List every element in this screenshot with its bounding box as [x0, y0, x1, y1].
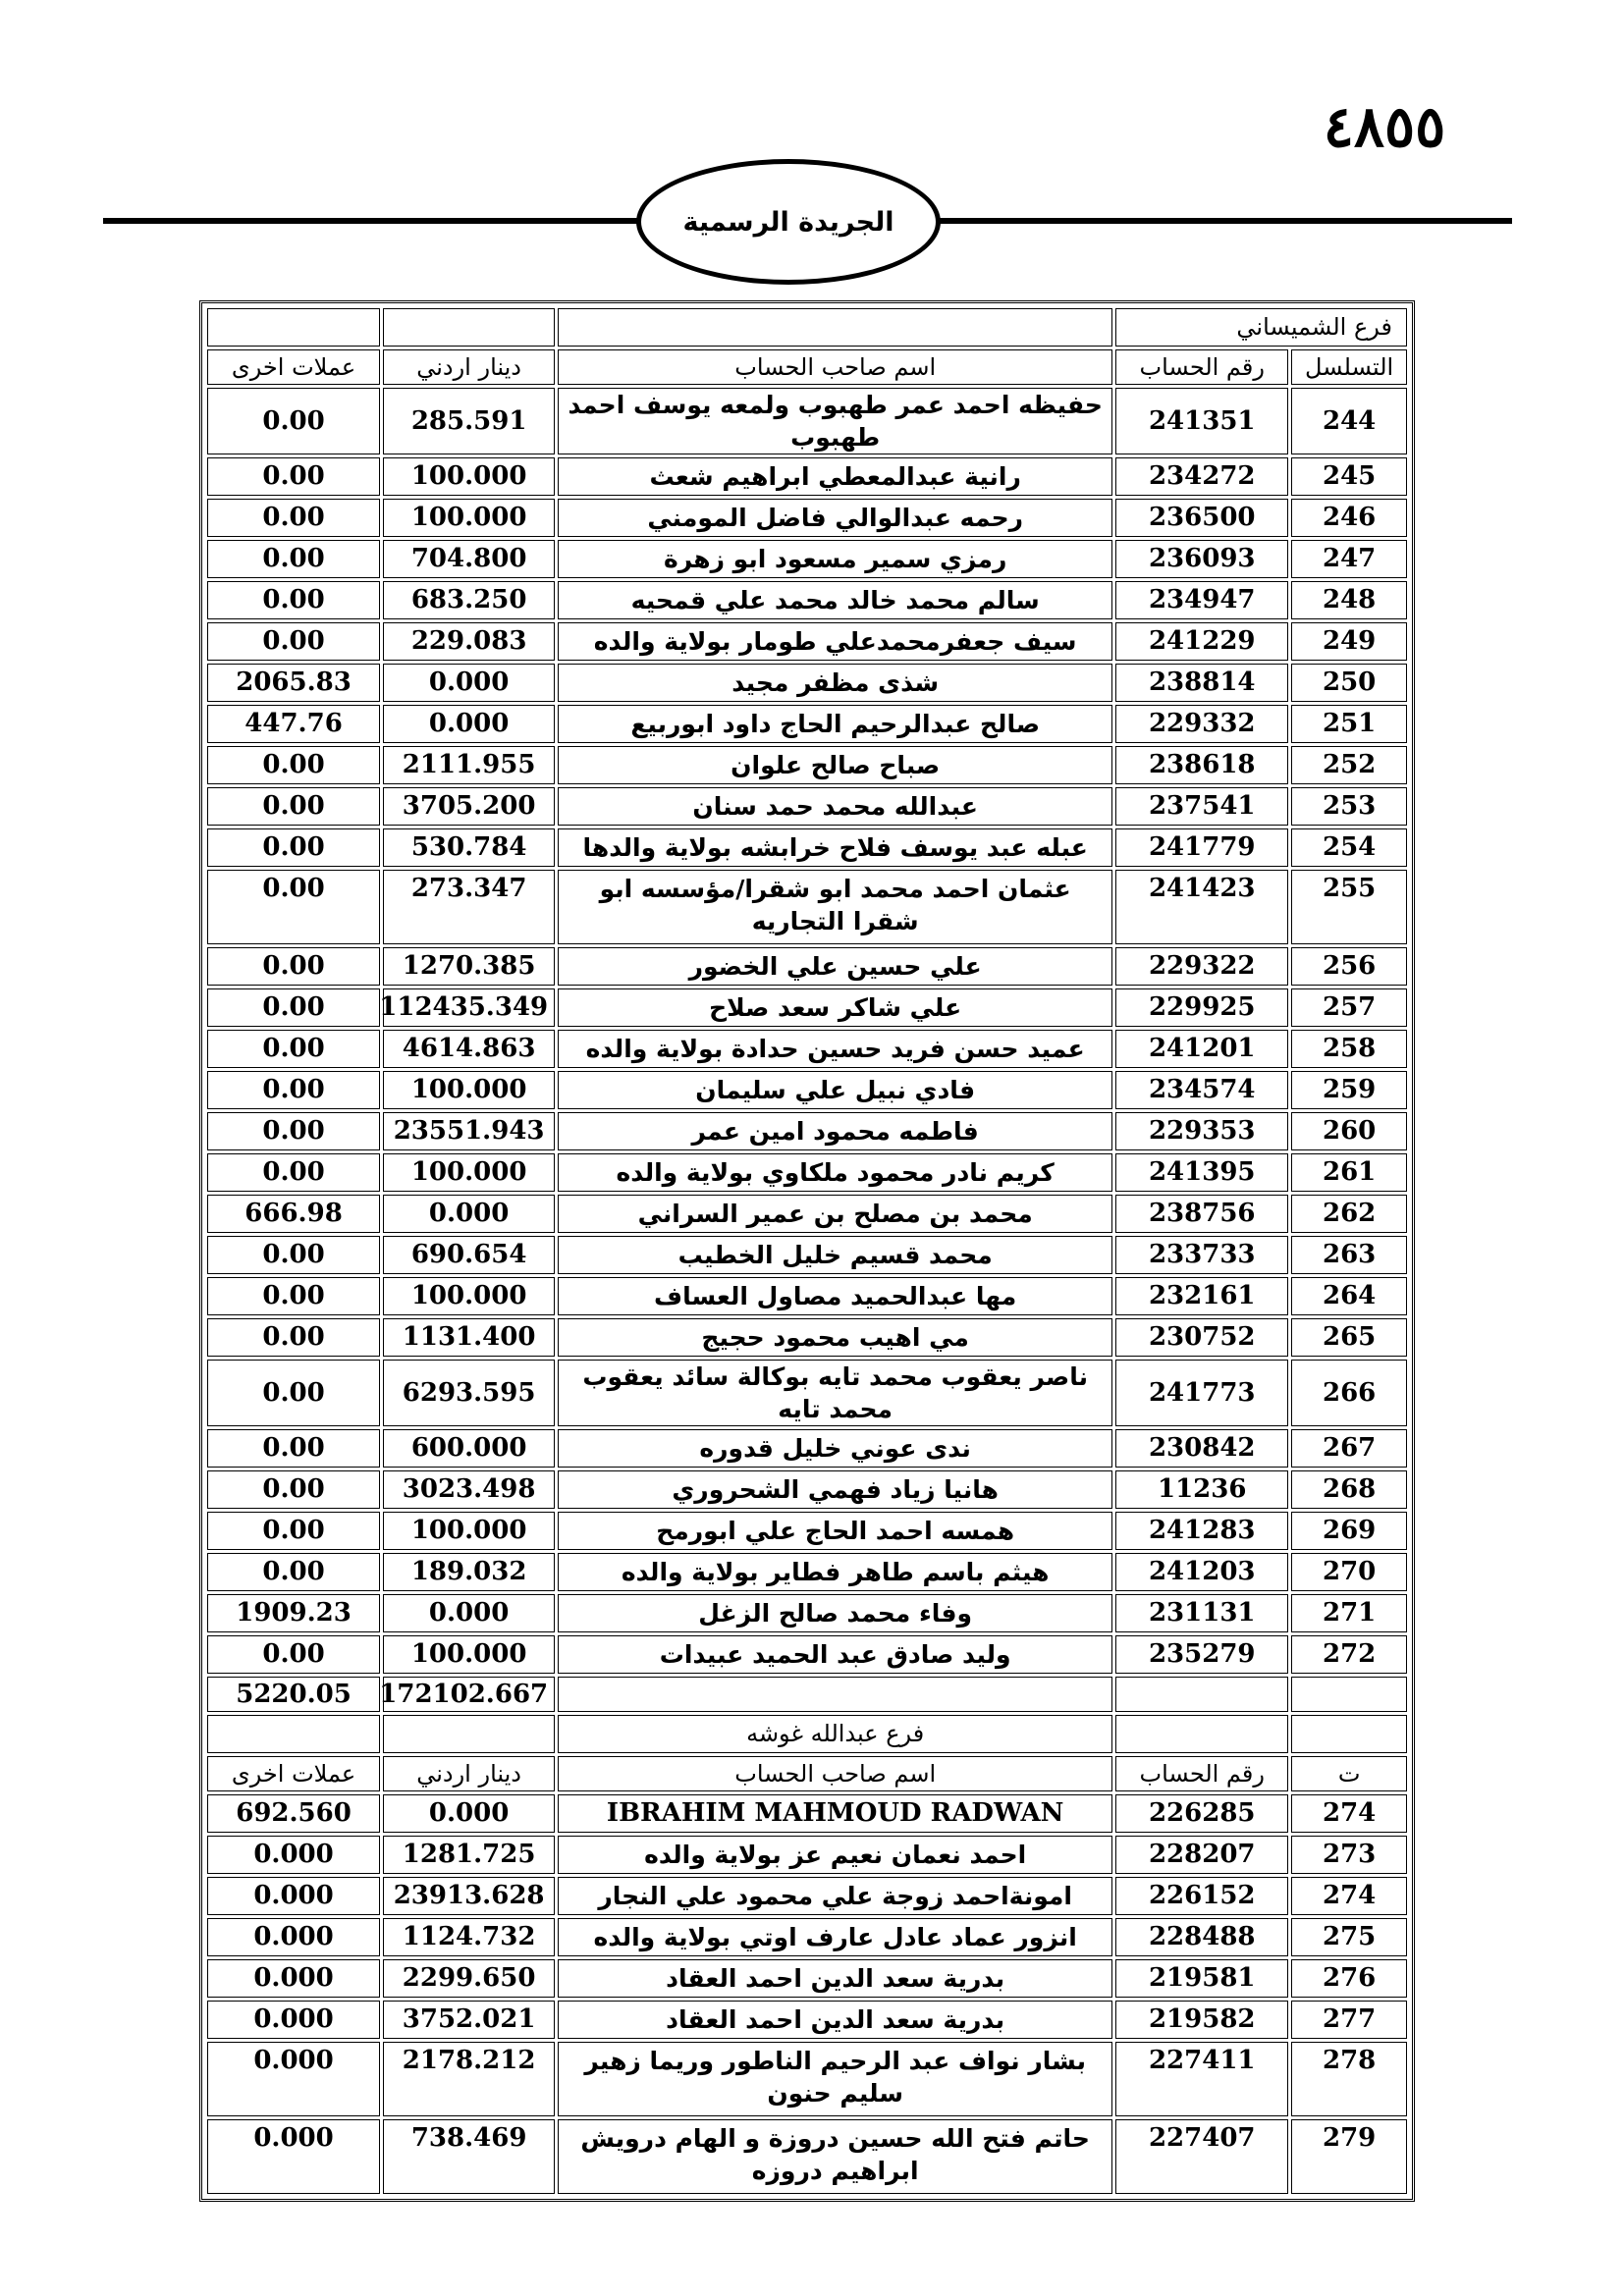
- table-row: [207, 1918, 1407, 1956]
- other-currency-cell: 0.00: [207, 828, 380, 867]
- seq-cell: 272: [1291, 1635, 1407, 1674]
- empty-cell: [1115, 1715, 1288, 1753]
- account-cell: 234574: [1115, 1071, 1288, 1109]
- empty-cell: [1115, 1677, 1288, 1712]
- account-cell: 238756: [1115, 1195, 1288, 1233]
- account-cell: 226285: [1115, 1794, 1288, 1833]
- holder-name-cell: علي شاكر سعد صلاح: [558, 988, 1112, 1027]
- account-cell: 227407: [1115, 2119, 1288, 2194]
- jod-cell: 189.032: [383, 1553, 555, 1591]
- other-currency-cell: 0.00: [207, 581, 380, 619]
- jod-cell: 1281.725: [383, 1836, 555, 1874]
- total-jod: 172102.667: [383, 1677, 555, 1712]
- seq-cell: 250: [1291, 664, 1407, 702]
- seq-cell: 253: [1291, 787, 1407, 826]
- holder-name-cell: رحمه عبدالوالي فاضل المومني: [558, 499, 1112, 537]
- account-cell: 229353: [1115, 1112, 1288, 1150]
- seq-cell: 264: [1291, 1277, 1407, 1315]
- table-row: [207, 1512, 1407, 1550]
- jod-cell: 100.000: [383, 1071, 555, 1109]
- other-currency-cell: 0.00: [207, 746, 380, 784]
- empty-cell: [207, 308, 380, 347]
- seq-cell: 278: [1291, 2042, 1407, 2116]
- holder-name-cell: احمد نعمان نعيم عز بولاية والده: [558, 1836, 1112, 1874]
- seq-cell: 267: [1291, 1429, 1407, 1468]
- table-row: [207, 457, 1407, 496]
- seq-cell: 249: [1291, 622, 1407, 661]
- jod-cell: 2299.650: [383, 1959, 555, 1998]
- table-row: [207, 540, 1407, 578]
- empty-cell: [558, 308, 1112, 347]
- holder-name-cell: عثمان احمد محمد ابو شقرا/مؤسسه ابو شقرا التجاريه: [558, 870, 1112, 944]
- jod-cell: 0.000: [383, 1195, 555, 1233]
- seq-cell: 279: [1291, 2119, 1407, 2194]
- header-jod: دينار اردني: [383, 1756, 555, 1791]
- account-cell: 241395: [1115, 1153, 1288, 1192]
- other-currency-cell: 0.00: [207, 1112, 380, 1150]
- other-currency-cell: 1909.23: [207, 1594, 380, 1632]
- table-row: [207, 388, 1407, 454]
- other-currency-cell: 0.00: [207, 1635, 380, 1674]
- other-currency-cell: 2065.83: [207, 664, 380, 702]
- account-cell: 226152: [1115, 1877, 1288, 1915]
- holder-name-cell: همسه احمد الحاج علي ابورمح: [558, 1512, 1112, 1550]
- table-row: [207, 2001, 1407, 2039]
- seq-cell: 259: [1291, 1071, 1407, 1109]
- account-cell: 229332: [1115, 705, 1288, 743]
- account-cell: 230752: [1115, 1318, 1288, 1357]
- account-cell: 241283: [1115, 1512, 1288, 1550]
- jod-cell: 0.000: [383, 705, 555, 743]
- account-cell: 236500: [1115, 499, 1288, 537]
- holder-name-cell: فاطمه محمود امين عمر: [558, 1112, 1112, 1150]
- jod-cell: 2178.212: [383, 2042, 555, 2116]
- totals-row: [207, 1677, 1407, 1712]
- jod-cell: 738.469: [383, 2119, 555, 2194]
- header-row: [207, 1756, 1407, 1791]
- account-cell: 234272: [1115, 457, 1288, 496]
- other-currency-cell: 0.000: [207, 1959, 380, 1998]
- seq-cell: 258: [1291, 1030, 1407, 1068]
- other-currency-cell: 666.98: [207, 1195, 380, 1233]
- holder-name-cell: انزور عماد عادل عارف اوتي بولاية والده: [558, 1918, 1112, 1956]
- jod-cell: 23551.943: [383, 1112, 555, 1150]
- jod-cell: 229.083: [383, 622, 555, 661]
- account-cell: 231131: [1115, 1594, 1288, 1632]
- other-currency-cell: 0.00: [207, 1470, 380, 1509]
- jod-cell: 1270.385: [383, 947, 555, 986]
- jod-cell: 1131.400: [383, 1318, 555, 1357]
- seq-cell: 256: [1291, 947, 1407, 986]
- account-cell: 241351: [1115, 388, 1288, 454]
- table-row: [207, 1030, 1407, 1068]
- table-row: [207, 705, 1407, 743]
- other-currency-cell: 0.00: [207, 1277, 380, 1315]
- account-cell: 232161: [1115, 1277, 1288, 1315]
- page-number: ٤٨٥٥: [1323, 93, 1446, 160]
- holder-name-cell: مها عبدالحميد مصاول العساف: [558, 1277, 1112, 1315]
- jod-cell: 3705.200: [383, 787, 555, 826]
- seq-cell: 254: [1291, 828, 1407, 867]
- jod-cell: 285.591: [383, 388, 555, 454]
- seq-cell: 244: [1291, 388, 1407, 454]
- gazette-title-oval: [636, 159, 941, 285]
- jod-cell: 4614.863: [383, 1030, 555, 1068]
- seq-cell: 274: [1291, 1794, 1407, 1833]
- account-cell: 241773: [1115, 1360, 1288, 1426]
- header-account: رقم الحساب: [1115, 349, 1288, 385]
- seq-cell: 276: [1291, 1959, 1407, 1998]
- table-row: [207, 1195, 1407, 1233]
- branch-row: [207, 308, 1407, 347]
- table-row: [207, 1429, 1407, 1468]
- holder-name-cell: صباح صالح علوان: [558, 746, 1112, 784]
- table-row: [207, 1635, 1407, 1674]
- header-seq: التسلسل: [1291, 349, 1407, 385]
- header-other: عملات اخرى: [207, 1756, 380, 1791]
- table-row: [207, 746, 1407, 784]
- account-cell: 229322: [1115, 947, 1288, 986]
- other-currency-cell: 0.00: [207, 1553, 380, 1591]
- seq-cell: 269: [1291, 1512, 1407, 1550]
- table-row: [207, 787, 1407, 826]
- seq-cell: 273: [1291, 1836, 1407, 1874]
- account-cell: 228207: [1115, 1836, 1288, 1874]
- other-currency-cell: 0.00: [207, 622, 380, 661]
- seq-cell: 247: [1291, 540, 1407, 578]
- account-cell: 228488: [1115, 1918, 1288, 1956]
- jod-cell: 683.250: [383, 581, 555, 619]
- jod-cell: 0.000: [383, 664, 555, 702]
- holder-name-cell: حفيظه احمد عمر طهبوب ولمعه يوسف احمد طهبوب: [558, 388, 1112, 454]
- account-cell: 241229: [1115, 622, 1288, 661]
- table-row: [207, 870, 1407, 944]
- empty-cell: [1291, 1715, 1407, 1753]
- holder-name-cell: ناصر يعقوب محمد تايه بوكالة سائد يعقوب محمد تايه: [558, 1360, 1112, 1426]
- seq-cell: 274: [1291, 1877, 1407, 1915]
- seq-cell: 255: [1291, 870, 1407, 944]
- account-cell: 238618: [1115, 746, 1288, 784]
- branch-name: فرع الشميساني: [1115, 308, 1407, 347]
- other-currency-cell: 0.000: [207, 1918, 380, 1956]
- seq-cell: 266: [1291, 1360, 1407, 1426]
- account-cell: 233733: [1115, 1236, 1288, 1274]
- account-cell: 237541: [1115, 787, 1288, 826]
- other-currency-cell: 0.00: [207, 870, 380, 944]
- holder-name-cell: بدرية سعد الدين احمد العقاد: [558, 1959, 1112, 1998]
- gazette-title: الجريدة الرسمية: [682, 206, 894, 238]
- seq-cell: 275: [1291, 1918, 1407, 1956]
- other-currency-cell: 0.00: [207, 1030, 380, 1068]
- jod-cell: 23913.628: [383, 1877, 555, 1915]
- other-currency-cell: 0.000: [207, 2042, 380, 2116]
- account-cell: 230842: [1115, 1429, 1288, 1468]
- branch-name: فرع عبدالله غوشه: [558, 1715, 1112, 1753]
- seq-cell: 252: [1291, 746, 1407, 784]
- total-other: 5220.05: [207, 1677, 380, 1712]
- holder-name-cell: حاتم فتح الله حسين دروزة و الهام درويش ابراهيم دروزه: [558, 2119, 1112, 2194]
- holder-name-cell: عبدالله محمد حمد سنان: [558, 787, 1112, 826]
- other-currency-cell: 0.00: [207, 1512, 380, 1550]
- table-row: [207, 1277, 1407, 1315]
- header-row: [207, 349, 1407, 385]
- header-other: عملات اخرى: [207, 349, 380, 385]
- other-currency-cell: 0.00: [207, 1153, 380, 1192]
- seq-cell: 251: [1291, 705, 1407, 743]
- holder-name-cell: رانية عبدالمعطي ابراهيم شعث: [558, 457, 1112, 496]
- other-currency-cell: 0.000: [207, 2119, 380, 2194]
- account-cell: 241203: [1115, 1553, 1288, 1591]
- empty-cell: [558, 1677, 1112, 1712]
- header-seq: ت: [1291, 1756, 1407, 1791]
- jod-cell: 100.000: [383, 1512, 555, 1550]
- table-row: [207, 499, 1407, 537]
- holder-name-cell: عبله عبد يوسف فلاح خرابشه بولاية والدها: [558, 828, 1112, 867]
- jod-cell: 112435.349: [383, 988, 555, 1027]
- account-cell: 241779: [1115, 828, 1288, 867]
- table-row: [207, 1836, 1407, 1874]
- other-currency-cell: 0.00: [207, 499, 380, 537]
- holder-name-cell: رمزي سمير مسعود ابو زهرة: [558, 540, 1112, 578]
- holder-name-cell: محمد قسيم خليل الخطيب: [558, 1236, 1112, 1274]
- table-row: [207, 1318, 1407, 1357]
- seq-cell: 257: [1291, 988, 1407, 1027]
- table-row: [207, 2042, 1407, 2116]
- seq-cell: 260: [1291, 1112, 1407, 1150]
- seq-cell: 261: [1291, 1153, 1407, 1192]
- holder-name-cell: مي اهيب محمود حجيج: [558, 1318, 1112, 1357]
- jod-cell: 6293.595: [383, 1360, 555, 1426]
- jod-cell: 100.000: [383, 1277, 555, 1315]
- table-row: [207, 1470, 1407, 1509]
- table-row: [207, 1071, 1407, 1109]
- seq-cell: 263: [1291, 1236, 1407, 1274]
- holder-name-cell: علي حسين علي الخضور: [558, 947, 1112, 986]
- empty-cell: [383, 1715, 555, 1753]
- empty-cell: [383, 308, 555, 347]
- seq-cell: 248: [1291, 581, 1407, 619]
- account-cell: 11236: [1115, 1470, 1288, 1509]
- other-currency-cell: 0.00: [207, 1429, 380, 1468]
- account-cell: 219582: [1115, 2001, 1288, 2039]
- jod-cell: 100.000: [383, 499, 555, 537]
- jod-cell: 1124.732: [383, 1918, 555, 1956]
- seq-cell: 245: [1291, 457, 1407, 496]
- other-currency-cell: 0.000: [207, 1836, 380, 1874]
- empty-cell: [1291, 1677, 1407, 1712]
- seq-cell: 268: [1291, 1470, 1407, 1509]
- other-currency-cell: 692.560: [207, 1794, 380, 1833]
- seq-cell: 270: [1291, 1553, 1407, 1591]
- holder-name-cell: سالم محمد خالد محمد علي قمحيه: [558, 581, 1112, 619]
- other-currency-cell: 0.000: [207, 2001, 380, 2039]
- holder-name-cell: هانيا زياد فهمي الشحروري: [558, 1470, 1112, 1509]
- holder-name-cell: صالح عبدالرحيم الحاج داود ابوربيع: [558, 705, 1112, 743]
- header-name: اسم صاحب الحساب: [558, 349, 1112, 385]
- jod-cell: 100.000: [383, 1153, 555, 1192]
- holder-name-cell: شذى مظفر مجيد: [558, 664, 1112, 702]
- table-row: [207, 1153, 1407, 1192]
- holder-name-cell: ندى عوني خليل قدوره: [558, 1429, 1112, 1468]
- table-row: [207, 1360, 1407, 1426]
- holder-name-cell: عميد حسن فريد حسين حدادة بولاية والده: [558, 1030, 1112, 1068]
- account-cell: 238814: [1115, 664, 1288, 702]
- table-row: [207, 664, 1407, 702]
- seq-cell: 277: [1291, 2001, 1407, 2039]
- jod-cell: 3023.498: [383, 1470, 555, 1509]
- account-cell: 236093: [1115, 540, 1288, 578]
- holder-name-cell: هيثم باسم طاهر فطاير بولاية والده: [558, 1553, 1112, 1591]
- holder-name-cell: محمد بن مصلح بن عمير السراني: [558, 1195, 1112, 1233]
- header-jod: دينار اردني: [383, 349, 555, 385]
- other-currency-cell: 0.00: [207, 457, 380, 496]
- jod-cell: 600.000: [383, 1429, 555, 1468]
- jod-cell: 273.347: [383, 870, 555, 944]
- holder-name-cell: بدرية سعد الدين احمد العقاد: [558, 2001, 1112, 2039]
- table-row: [207, 622, 1407, 661]
- table-row: [207, 1236, 1407, 1274]
- other-currency-cell: 0.00: [207, 787, 380, 826]
- table-row: [207, 1112, 1407, 1150]
- other-currency-cell: 0.00: [207, 1071, 380, 1109]
- table-row: [207, 581, 1407, 619]
- other-currency-cell: 0.00: [207, 988, 380, 1027]
- table-row: [207, 1959, 1407, 1998]
- jod-cell: 100.000: [383, 1635, 555, 1674]
- jod-cell: 530.784: [383, 828, 555, 867]
- other-currency-cell: 0.00: [207, 947, 380, 986]
- other-currency-cell: 0.00: [207, 1318, 380, 1357]
- account-cell: 227411: [1115, 2042, 1288, 2116]
- jod-cell: 2111.955: [383, 746, 555, 784]
- table-row: [207, 1594, 1407, 1632]
- seq-cell: 265: [1291, 1318, 1407, 1357]
- jod-cell: 100.000: [383, 457, 555, 496]
- header-account: رقم الحساب: [1115, 1756, 1288, 1791]
- empty-cell: [207, 1715, 380, 1753]
- holder-name-cell: بشار نواف عبد الرحيم الناطور وريما زهير سليم حنون: [558, 2042, 1112, 2116]
- table-row: [207, 1553, 1407, 1591]
- table-row: [207, 1877, 1407, 1915]
- account-cell: 229925: [1115, 988, 1288, 1027]
- holder-name-cell: وفاء محمد صالح الزغل: [558, 1594, 1112, 1632]
- table-row: [207, 828, 1407, 867]
- other-currency-cell: 0.00: [207, 540, 380, 578]
- account-cell: 219581: [1115, 1959, 1288, 1998]
- holder-name-cell: IBRAHIM MAHMOUD RADWAN: [558, 1794, 1112, 1833]
- holder-name-cell: امونةاحمد زوجة علي محمود علي النجار: [558, 1877, 1112, 1915]
- seq-cell: 262: [1291, 1195, 1407, 1233]
- holder-name-cell: وليد صادق عبد الحميد عبيدات: [558, 1635, 1112, 1674]
- jod-cell: 0.000: [383, 1594, 555, 1632]
- other-currency-cell: 0.000: [207, 1877, 380, 1915]
- table-row: [207, 1794, 1407, 1833]
- jod-cell: 690.654: [383, 1236, 555, 1274]
- jod-cell: 704.800: [383, 540, 555, 578]
- account-cell: 241201: [1115, 1030, 1288, 1068]
- other-currency-cell: 0.00: [207, 1236, 380, 1274]
- accounts-table: [204, 305, 1410, 2197]
- account-cell: 241423: [1115, 870, 1288, 944]
- table-row: [207, 947, 1407, 986]
- account-cell: 234947: [1115, 581, 1288, 619]
- account-cell: 235279: [1115, 1635, 1288, 1674]
- holder-name-cell: فادي نبيل علي سليمان: [558, 1071, 1112, 1109]
- holder-name-cell: سيف جعفرمحمدعلي طومار بولاية والده: [558, 622, 1112, 661]
- branch-row: [207, 1715, 1407, 1753]
- seq-cell: 246: [1291, 499, 1407, 537]
- other-currency-cell: 447.76: [207, 705, 380, 743]
- holder-name-cell: كريم نادر محمود ملكاوي بولاية والده: [558, 1153, 1112, 1192]
- jod-cell: 0.000: [383, 1794, 555, 1833]
- table-row: [207, 2119, 1407, 2194]
- jod-cell: 3752.021: [383, 2001, 555, 2039]
- other-currency-cell: 0.00: [207, 388, 380, 454]
- other-currency-cell: 0.00: [207, 1360, 380, 1426]
- table-row: [207, 988, 1407, 1027]
- header-name: اسم صاحب الحساب: [558, 1756, 1112, 1791]
- seq-cell: 271: [1291, 1594, 1407, 1632]
- accounts-table-frame: [199, 300, 1415, 2202]
